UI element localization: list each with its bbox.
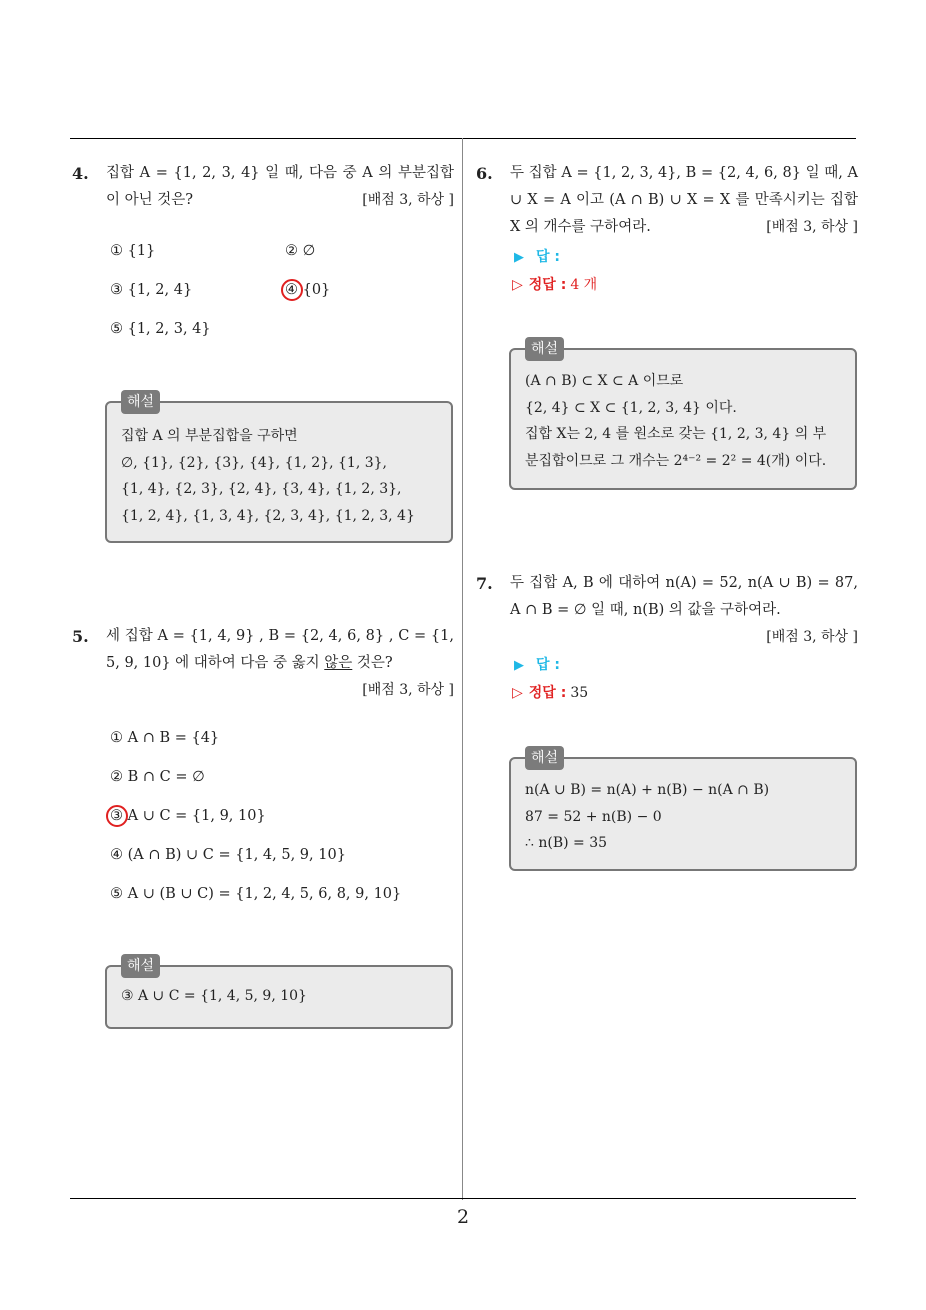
solution-line: 87 = 52 + n(B) − 0: [525, 808, 662, 825]
choice-1[interactable]: ① A ∩ B = {4}: [110, 730, 220, 746]
correct-answer-line: [512, 274, 597, 294]
question-text-part: 것은?: [352, 655, 393, 671]
outline-arrow-icon: ▷: [512, 277, 523, 293]
selected-answer-mark: [106, 805, 128, 827]
answer-line: [514, 654, 560, 674]
question-meta: [배점 3, 하상 ]: [766, 629, 858, 645]
choice-5[interactable]: ⑤ A ∪ (B ∪ C) = {1, 2, 4, 5, 6, 8, 9, 10}: [110, 886, 402, 902]
choice-3[interactable]: ③ A ∪ C = {1, 9, 10}: [110, 808, 266, 824]
correct-label: 정답 :: [528, 685, 567, 701]
page-number: 2: [456, 1206, 470, 1228]
solution-line: (A ∩ B) ⊂ X ⊂ A 이므로: [525, 373, 684, 389]
solution-box-q6: [509, 341, 857, 490]
solution-line: {1, 4}, {2, 3}, {2, 4}, {3, 4}, {1, 2, 3},: [121, 481, 402, 497]
question-4: [72, 160, 454, 214]
solution-line: {1, 2, 4}, {1, 3, 4}, {2, 3, 4}, {1, 2, 3, 4}: [121, 507, 415, 524]
solution-tag: 해설: [525, 337, 564, 361]
choice-4[interactable]: ④ {0}: [285, 282, 331, 298]
solution-tag: 해설: [121, 954, 160, 978]
selected-answer-mark: [281, 279, 303, 301]
underlined-word: 않은: [324, 655, 353, 671]
choice-1[interactable]: ① {1}: [110, 243, 156, 259]
play-arrow-icon: ▶: [514, 658, 524, 673]
correct-value: 4 개: [570, 277, 598, 293]
question-text-part: 세 집합 A = {1, 4, 9} , B = {2, 4, 6, 8} , C = {1, 5, 9, 10} 에 대하여 다음 중 옳지: [106, 628, 454, 671]
solution-box-q7: [509, 750, 857, 871]
question-6: [476, 160, 858, 241]
question-number: 6.: [476, 164, 493, 183]
play-arrow-icon: ▶: [514, 250, 524, 265]
question-meta: [배점 3, 하상 ]: [766, 219, 858, 235]
solution-line: ∴ n(B) = 35: [525, 835, 608, 851]
solution-line: {2, 4} ⊂ X ⊂ {1, 2, 3, 4} 이다.: [525, 399, 737, 416]
choice-4[interactable]: ④ (A ∩ B) ∪ C = {1, 4, 5, 9, 10}: [110, 847, 346, 863]
question-text: 집합 A = {1, 2, 3, 4} 일 때, 다음 중 A 의 부분집합이 아닌 것은?: [106, 165, 454, 208]
bottom-rule: [70, 1198, 856, 1199]
solution-line: 분집합이므로 그 개수는 2⁴⁻² = 2² = 4(개) 이다.: [525, 452, 827, 469]
correct-answer-line: [512, 682, 588, 702]
solution-line: ∅, {1}, {2}, {3}, {4}, {1, 2}, {1, 3},: [121, 454, 387, 471]
question-5: [72, 623, 454, 704]
answer-line: [514, 246, 560, 266]
question-7: [476, 570, 858, 651]
top-rule: [70, 138, 856, 139]
choice-2[interactable]: ② B ∩ C = ∅: [110, 769, 205, 785]
choice-3[interactable]: ③ {1, 2, 4}: [110, 282, 193, 298]
solution-tag: 해설: [525, 746, 564, 770]
question-meta: [배점 3, 하상 ]: [362, 682, 454, 698]
answer-label: 답 :: [536, 657, 560, 673]
solution-line: n(A ∪ B) = n(A) + n(B) − n(A ∩ B): [525, 782, 770, 798]
question-number: 7.: [476, 574, 493, 593]
solution-tag: 해설: [121, 390, 160, 414]
question-number: 5.: [72, 627, 89, 646]
question-text: 두 집합 A, B 에 대하여 n(A) = 52, n(A ∪ B) = 87, A ∩ B = ∅ 일 때, n(B) 의 값을 구하여라.: [510, 575, 858, 618]
solution-line: 집합 X는 2, 4 를 원소로 갖는 {1, 2, 3, 4} 의 부: [525, 426, 827, 442]
question-meta: [배점 3, 하상 ]: [362, 192, 454, 208]
correct-value: 35: [570, 685, 589, 701]
column-divider: [462, 138, 463, 1200]
answer-label: 답 :: [536, 249, 560, 265]
solution-line: 집합 A 의 부분집합을 구하면: [121, 428, 298, 444]
question-number: 4.: [72, 164, 89, 183]
question-text: [106, 623, 454, 677]
question-text: 두 집합 A = {1, 2, 3, 4}, B = {2, 4, 6, 8} 일 때, A ∪ X = A 이고 (A ∩ B) ∪ X = X 를 만족시키는 집합 X 의 개수를 구하여라.: [510, 165, 858, 235]
choice-2[interactable]: ② ∅: [285, 243, 316, 259]
correct-label: 정답 :: [528, 277, 567, 293]
solution-box-q4: [105, 394, 453, 543]
solution-line: ③ A ∪ C = {1, 4, 5, 9, 10}: [121, 988, 307, 1004]
choice-5[interactable]: ⑤ {1, 2, 3, 4}: [110, 321, 211, 337]
solution-box-q5: [105, 958, 453, 1029]
outline-arrow-icon: ▷: [512, 685, 523, 701]
